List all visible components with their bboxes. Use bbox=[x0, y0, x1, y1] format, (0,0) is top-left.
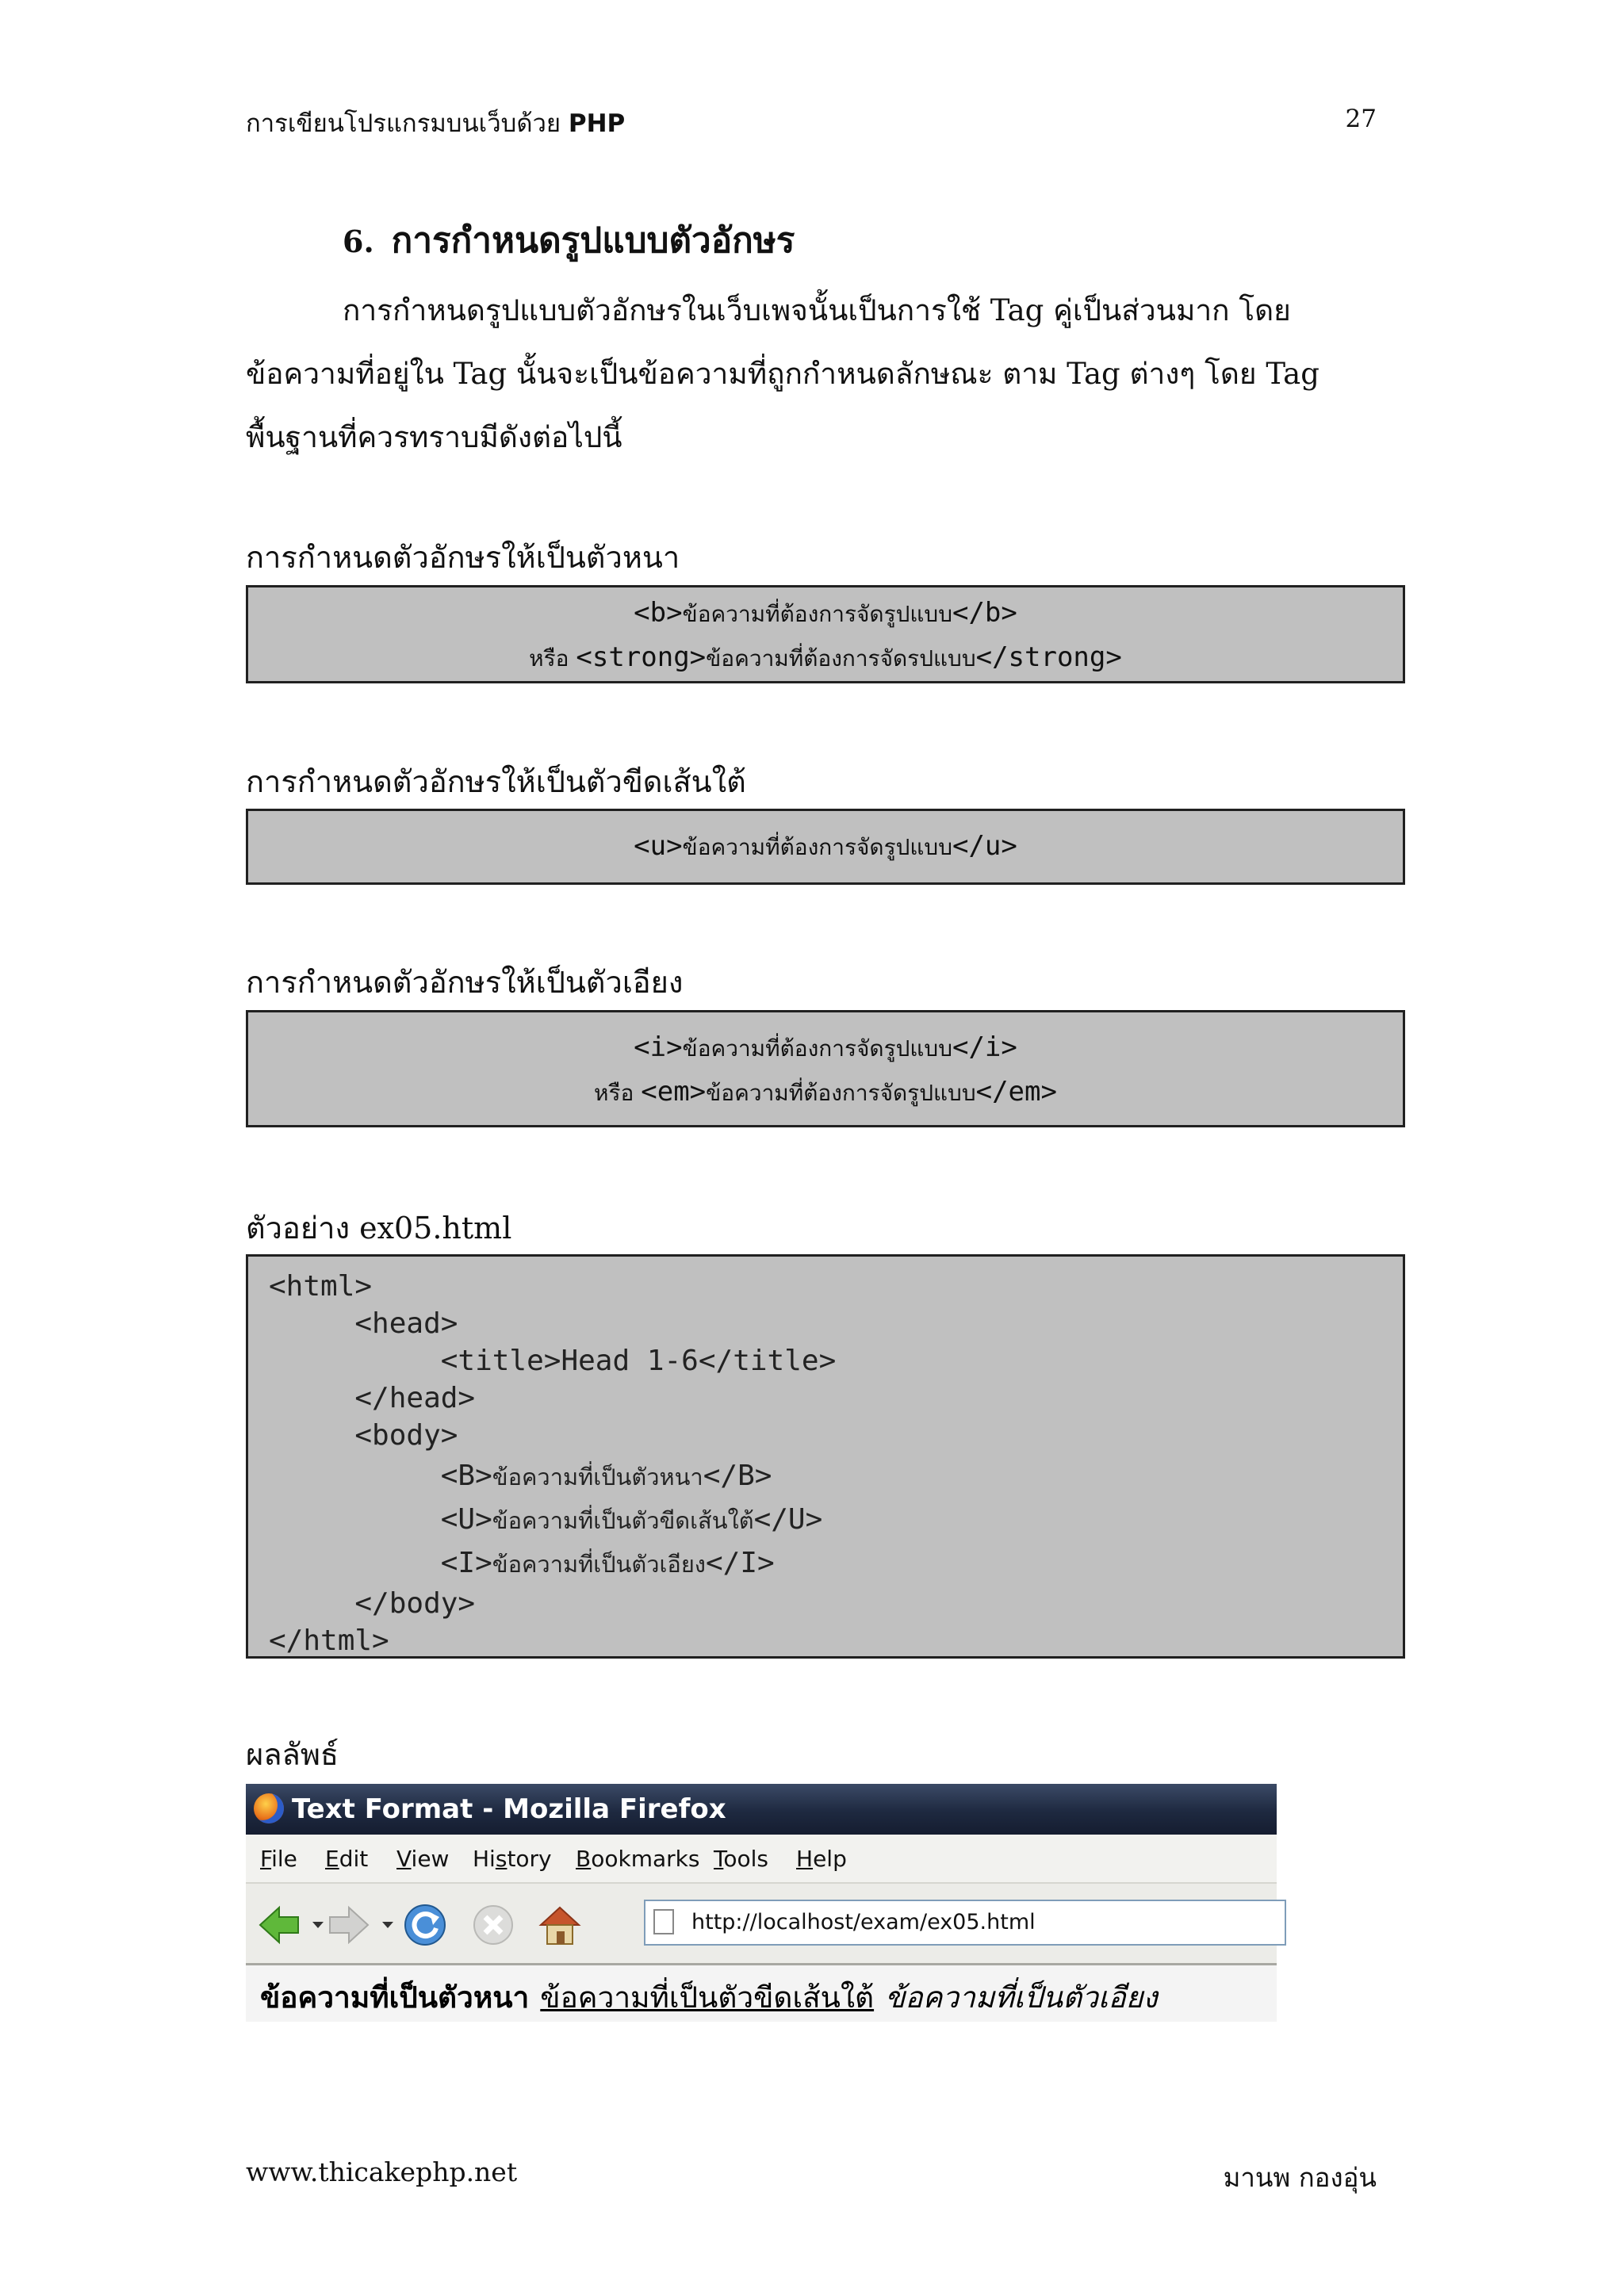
address-bar[interactable] bbox=[644, 1900, 1286, 1946]
code-line: <title>Head 1-6</title> bbox=[269, 1345, 837, 1377]
firefox-logo-icon bbox=[254, 1793, 284, 1823]
output-bold-text: ข้อความที่เป็นตัวหนา bbox=[260, 1980, 530, 2015]
section-title: การกำหนดรูปแบบตัวอักษร bbox=[391, 220, 795, 261]
header-title-php: PHP bbox=[568, 109, 626, 138]
code-line: <head> bbox=[269, 1307, 458, 1340]
page-number: 27 bbox=[1345, 105, 1377, 133]
code-line: </html> bbox=[269, 1624, 389, 1657]
footer-website: www.thicakephp.net bbox=[246, 2156, 518, 2187]
bold-label: การกำหนดตัวอักษรให้เป็นตัวหนา bbox=[246, 540, 680, 575]
underline-code-box bbox=[246, 809, 1405, 885]
menu-help[interactable]: Help bbox=[796, 1846, 847, 1872]
code-line: หรือ <em>ข้อความที่ต้องการจัดรูปแบบ</em> bbox=[594, 1076, 1057, 1108]
forward-arrow-icon[interactable] bbox=[325, 1901, 373, 1949]
code-line: <b>ข้อความที่ต้องการจัดรูปแบบ</b> bbox=[634, 597, 1017, 629]
navigation-toolbar bbox=[246, 1884, 1277, 1965]
window-title: Text Format - Mozilla Firefox bbox=[292, 1793, 726, 1825]
code-line: </head> bbox=[269, 1382, 476, 1414]
menu-history[interactable]: History bbox=[473, 1846, 552, 1872]
home-icon[interactable] bbox=[536, 1901, 584, 1949]
bold-code-box bbox=[246, 585, 1405, 683]
menu-edit[interactable]: Edit bbox=[325, 1846, 369, 1872]
browser-title-bar bbox=[246, 1784, 1277, 1835]
section-number: 6. bbox=[343, 224, 374, 259]
menu-tools[interactable]: Tools bbox=[714, 1846, 768, 1872]
section-heading bbox=[343, 212, 795, 268]
menu-file[interactable]: File bbox=[260, 1846, 297, 1872]
back-dropdown-icon[interactable] bbox=[312, 1922, 324, 1928]
italic-code-box bbox=[246, 1010, 1405, 1127]
code-line: <U>ข้อความที่เป็นตัวขีดเส้นใต้</U> bbox=[440, 1503, 823, 1536]
menu-bookmarks[interactable]: Bookmarks bbox=[576, 1846, 700, 1872]
code-line: หรือ <strong>ข้อความที่ต้องการจัดรปแบบ</strong> bbox=[529, 641, 1122, 673]
code-line: <B>ข้อความที่เป็นตัวหนา</B> bbox=[440, 1460, 772, 1492]
example-code-box bbox=[246, 1254, 1405, 1659]
intro-line: พื้นฐานที่ควรทราบมีดังต่อไปนี้ bbox=[246, 420, 622, 454]
reload-icon[interactable] bbox=[401, 1901, 449, 1949]
footer-author: มานพ กองอุ่น bbox=[1223, 2162, 1377, 2193]
underline-label: การกำหนดตัวอักษรให้เป็นตัวขีดเส้นใต้ bbox=[246, 764, 746, 799]
address-url: http://localhost/exam/ex05.html bbox=[691, 1910, 1036, 1934]
example-label: ตัวอย่าง ex05.html bbox=[246, 1211, 512, 1246]
italic-label: การกำหนดตัวอักษรให้เป็นตัวเอียง bbox=[246, 965, 684, 1000]
result-label: ผลลัพธ์ bbox=[246, 1737, 339, 1772]
intro-paragraph bbox=[246, 279, 1372, 469]
menu-view[interactable]: View bbox=[396, 1846, 450, 1872]
code-line: <I>ข้อความที่เป็นตัวเอียง</I> bbox=[440, 1547, 775, 1579]
code-line: <i>ข้อความที่ต้องการจัดรูปแบบ</i> bbox=[634, 1031, 1017, 1063]
code-line: <html> bbox=[269, 1270, 373, 1303]
running-header bbox=[246, 103, 625, 143]
browser-screenshot bbox=[246, 1784, 1277, 2022]
code-line: <u>ข้อความที่ต้องการจัดรูปแบบ</u> bbox=[634, 830, 1017, 862]
forward-dropdown-icon[interactable] bbox=[382, 1922, 393, 1928]
code-line: </body> bbox=[269, 1587, 476, 1620]
output-italic-text: ข้อความที่เป็นตัวเอียง bbox=[885, 1980, 1158, 2015]
back-arrow-icon[interactable] bbox=[255, 1901, 303, 1949]
menu-bar bbox=[246, 1835, 1277, 1884]
code-line: <body> bbox=[269, 1419, 458, 1452]
stop-icon[interactable] bbox=[469, 1901, 517, 1949]
rendered-output bbox=[260, 1974, 1158, 2021]
output-underline-text: ข้อความที่เป็นตัวขีดเส้นใต้ bbox=[540, 1980, 875, 2015]
header-title-thai: การเขียนโปรแกรมบนเว็บด้วย bbox=[246, 109, 569, 138]
intro-line: ข้อความที่อยู่ใน Tag นั้นจะเป็นข้อความที่ถูกกำหนดลักษณะ ตาม Tag ต่างๆ โดย Tag bbox=[246, 357, 1320, 391]
intro-line: การกำหนดรูปแบบตัวอักษรในเว็บเพจนั้นเป็นการใช้ Tag คู่เป็นส่วนมาก โดย bbox=[343, 293, 1291, 327]
page-icon bbox=[653, 1909, 674, 1934]
